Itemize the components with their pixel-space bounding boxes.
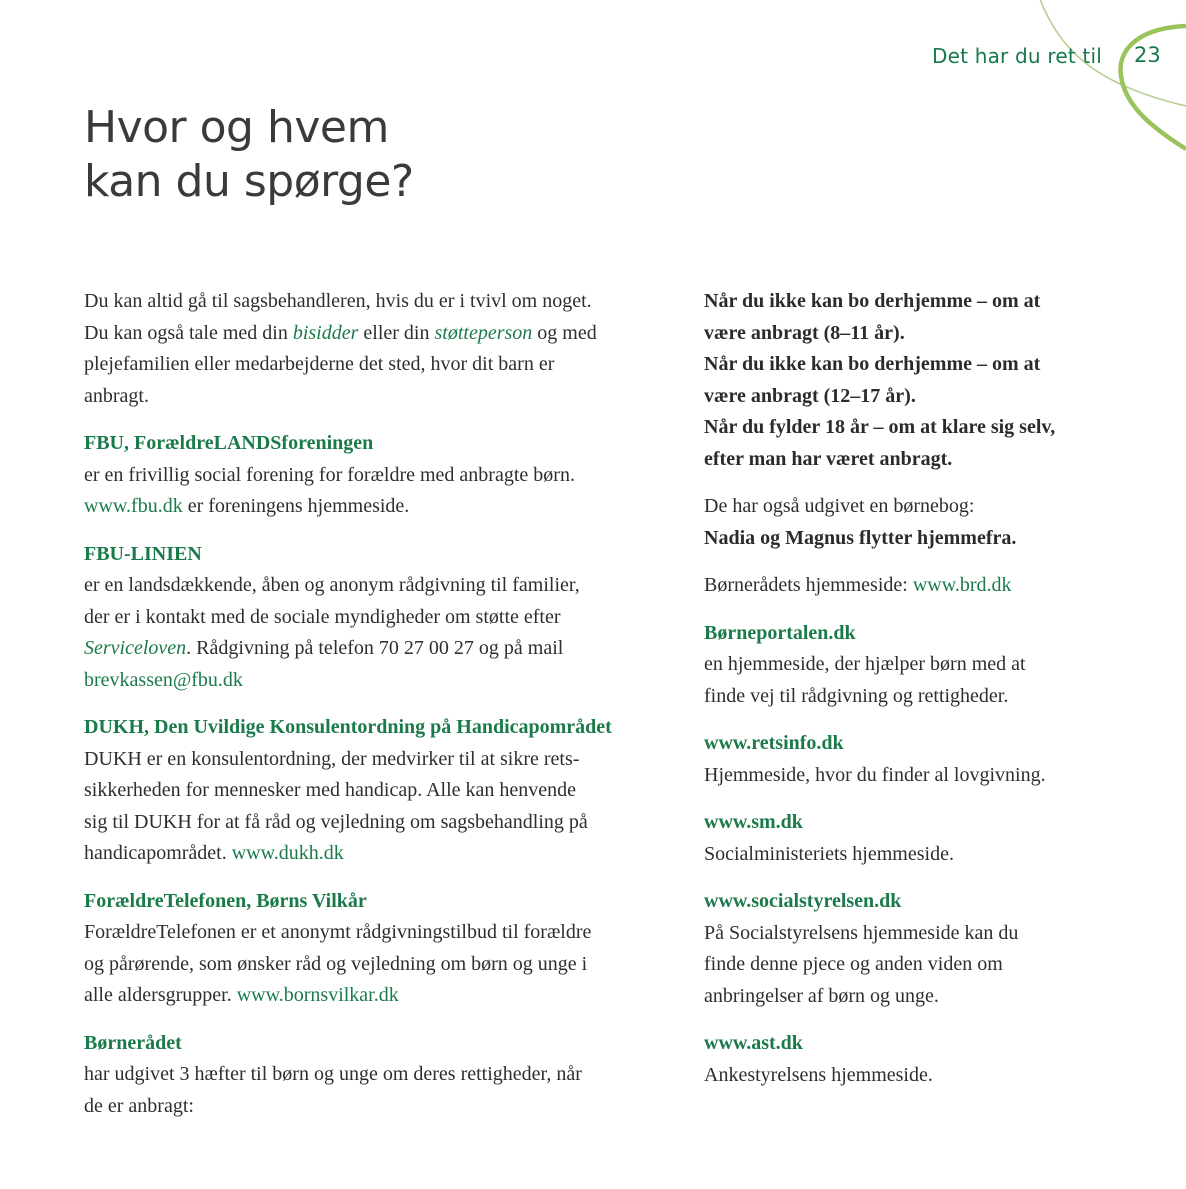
section-heading: www.ast.dk [704, 1032, 803, 1054]
section-body [704, 760, 1114, 792]
inline-link[interactable]: www.dukh.dk [231, 842, 344, 864]
section-body [704, 839, 1114, 871]
section-body [704, 286, 1114, 475]
section-body [704, 1060, 1114, 1092]
text-run: plejefamilien eller medarbejderne det sted, hvor dit barn er [84, 353, 555, 375]
text-run: Du kan altid gå til sagsbehandleren, hvis du er i tvivl om noget. [84, 290, 592, 312]
section-fbu-linien [84, 539, 684, 697]
text-run: Når du ikke kan bo derhjemme – om at [704, 353, 1041, 375]
text-run: Ankestyrelsens hjemmeside. [704, 1063, 933, 1086]
text-run: der er i kontakt med de sociale myndigheder om støtte efter [84, 605, 561, 628]
section-boerneportalen [704, 618, 1114, 713]
text-run: eller din [358, 321, 435, 344]
section-body [84, 917, 684, 1012]
text-run: . Rådgivning på telefon 70 27 00 27 og på mail [186, 637, 564, 659]
section-heading: ForældreTelefonen, Børns Vilkår [84, 889, 367, 912]
section-heading: www.sm.dk [704, 811, 803, 833]
text-run: er en frivillig social forening for forældre med anbragte børn. [84, 463, 575, 486]
page-number: 23 [1134, 43, 1161, 67]
text-run: Hjemmeside, hvor du finder al lovgivning. [704, 763, 1046, 786]
section-booklets [704, 286, 1114, 475]
page-title [84, 101, 414, 209]
section-ast [704, 1028, 1114, 1091]
section-heading: www.socialstyrelsen.dk [704, 890, 902, 912]
text-run: Børnerådets hjemmeside: [704, 574, 913, 596]
section-brd [704, 570, 1114, 602]
emphasized-term: bisidder [292, 321, 359, 344]
text-run: efter man har været anbragt. [704, 447, 953, 470]
text-run: en hjemmeside, der hjælper børn med at [704, 653, 1026, 675]
text-run: Når du ikke kan bo derhjemme – om at [704, 290, 1041, 312]
section-heading: DUKH, Den Uvildige Konsulentordning på Handicapområdet [84, 716, 612, 738]
section-heading: FBU-LINIEN [84, 542, 202, 565]
text-run: DUKH er en konsulentordning, der medvirker til at sikre rets- [84, 747, 580, 770]
inline-link[interactable]: www.brd.dk [912, 574, 1012, 596]
text-run: sikkerheden for mennesker med handicap. Alle kan henvende [84, 779, 577, 801]
text-run: alle aldersgrupper. [84, 984, 237, 1006]
text-run: handicapområdet. [84, 842, 232, 864]
text-run: De har også udgivet en børnebog: [704, 495, 975, 517]
text-run: Socialministeriets hjemmeside. [704, 842, 954, 865]
text-run: være anbragt (12–17 år). [704, 384, 916, 407]
text-run: er foreningens hjemmeside. [182, 495, 410, 517]
text-run: og med [532, 321, 597, 344]
text-run: de er anbragt: [84, 1094, 194, 1117]
text-run: Nadia og Magnus flytter hjemmefra. [704, 526, 1017, 549]
section-body [704, 491, 1114, 554]
section-intro [84, 286, 684, 412]
text-run: Du kan også tale med din [84, 321, 293, 344]
text-run: være anbragt (8–11 år). [704, 321, 905, 344]
section-body [84, 744, 684, 870]
breadcrumb: Det har du ret til [932, 44, 1102, 68]
section-body [84, 286, 684, 412]
inline-link[interactable]: www.bornsvilkar.dk [236, 984, 399, 1006]
text-run: og pårørende, som ønsker råd og vejledning om børn og unge i [84, 952, 588, 975]
section-heading: FBU, ForældreLANDSforeningen [84, 432, 374, 454]
section-body [704, 649, 1114, 712]
section-heading: Børnerådet [84, 1031, 182, 1054]
text-run: finde vej til rådgivning og rettigheder. [704, 684, 1009, 707]
emphasized-term: Serviceloven [84, 637, 187, 659]
text-run: har udgivet 3 hæfter til børn og unge om deres rettigheder, når [84, 1063, 582, 1085]
right-column [704, 286, 1114, 1107]
title-line-2: kan du spørge? [84, 156, 414, 207]
inline-link[interactable]: www.fbu.dk [84, 495, 183, 517]
section-dukh [84, 712, 684, 870]
section-retsinfo [704, 728, 1114, 791]
section-boerneraadet [84, 1028, 684, 1123]
text-run: ForældreTelefonen er et anonymt rådgivningstilbud til forældre [84, 921, 592, 943]
title-line-1: Hvor og hvem [84, 102, 389, 153]
section-socialstyrelsen [704, 886, 1114, 1012]
text-run: Når du fylder 18 år – om at klare sig selv, [704, 416, 1056, 438]
section-heading: www.retsinfo.dk [704, 732, 844, 754]
section-heading: Børneportalen.dk [704, 621, 856, 644]
text-run: På Socialstyrelsens hjemmeside kan du [704, 921, 1019, 944]
section-sm [704, 807, 1114, 870]
text-run: anbringelser af børn og unge. [704, 984, 939, 1007]
inline-link[interactable]: brevkassen@fbu.dk [84, 668, 243, 691]
section-fbu [84, 428, 684, 523]
text-run: anbragt. [84, 384, 149, 407]
section-body [84, 460, 684, 523]
text-run: er en landsdækkende, åben og anonym rådgivning til familier, [84, 574, 580, 596]
section-foraeldretelefonen [84, 886, 684, 1012]
text-run: sig til DUKH for at få råd og vejledning om sagsbehandling på [84, 810, 588, 833]
section-body [704, 570, 1114, 602]
text-run: finde denne pjece og anden viden om [704, 953, 1003, 975]
section-body [84, 1059, 684, 1122]
left-column [84, 286, 684, 1138]
section-body [704, 918, 1114, 1013]
section-body [84, 570, 684, 696]
emphasized-term: støtteperson [434, 321, 533, 344]
section-childbook [704, 491, 1114, 554]
